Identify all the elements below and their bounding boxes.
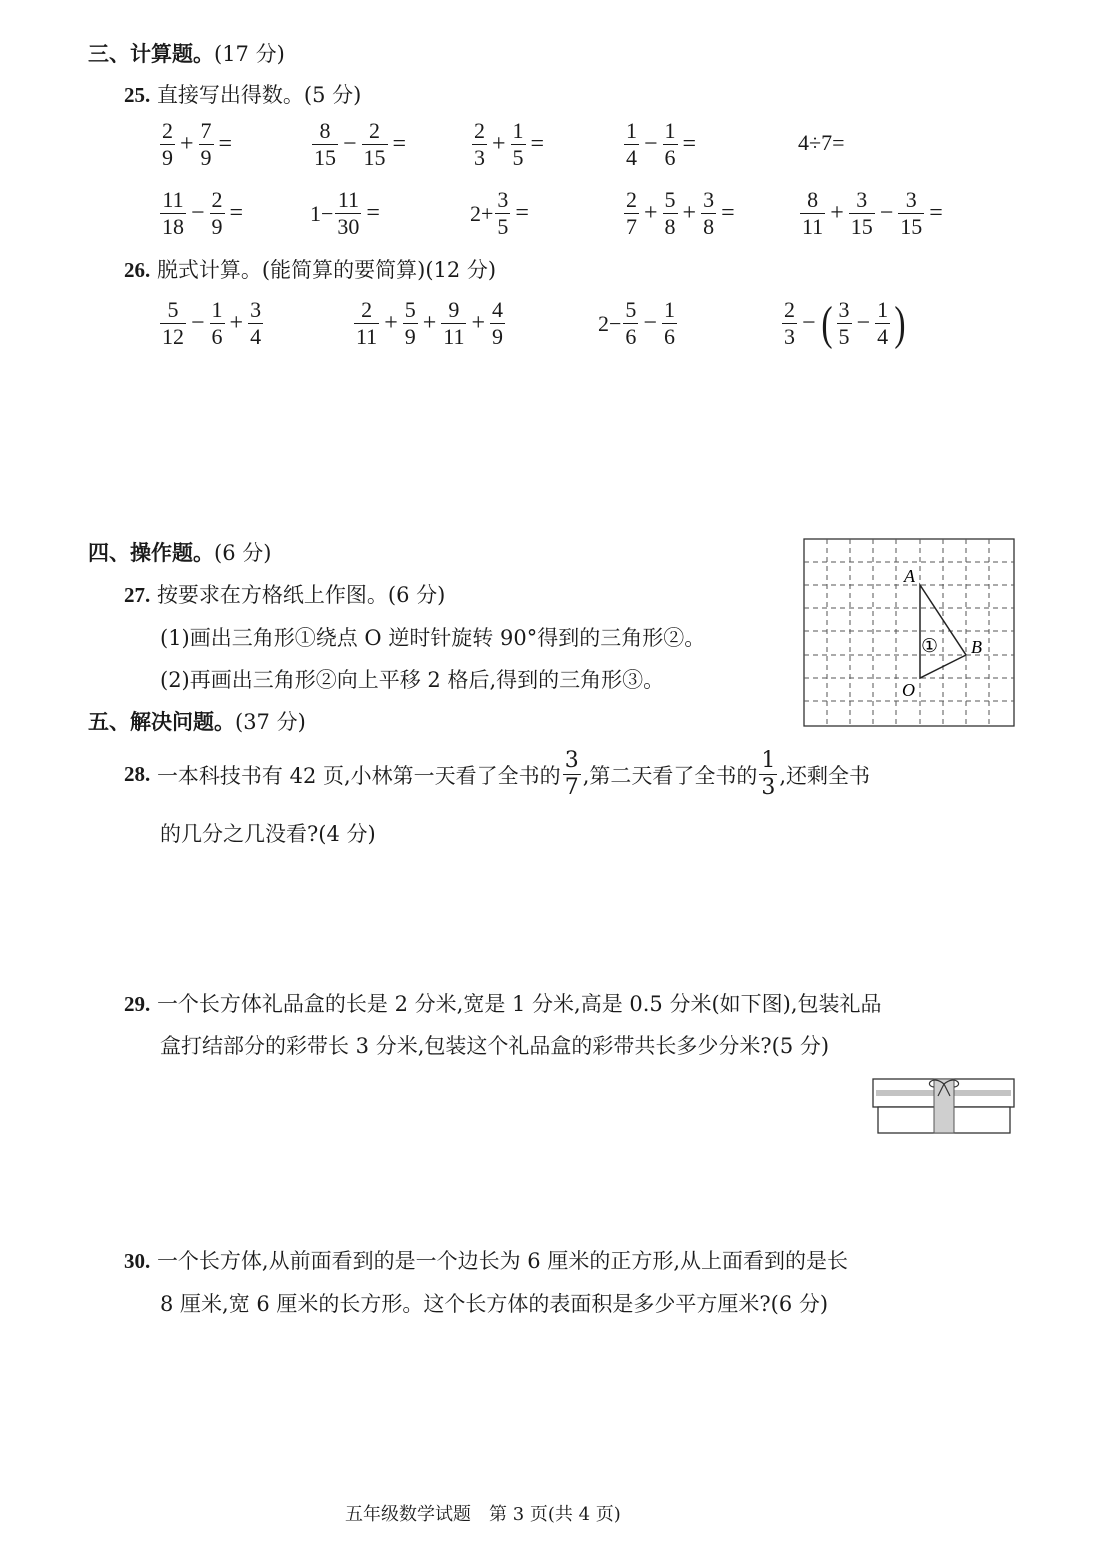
section-3-points: (17 分) (214, 42, 285, 66)
left-paren: ( (820, 296, 833, 350)
question-30-number: 30. (124, 1249, 151, 1273)
q25-expr-3 (470, 118, 547, 171)
section-5-points: (37 分) (235, 710, 306, 734)
q25-expr-10 (798, 187, 946, 240)
numerator: 3 (905, 187, 917, 212)
numerator: 2 (211, 187, 223, 212)
numerator: 2 (361, 297, 373, 322)
denominator: 6 (663, 324, 675, 349)
question-27 (124, 579, 445, 609)
numerator: 11 (337, 187, 360, 212)
denominator: 6 (211, 324, 223, 349)
q26-expr-2 (352, 297, 507, 350)
denominator: 3 (784, 324, 795, 349)
numerator: 2 (474, 118, 485, 143)
denominator: 9 (200, 145, 212, 170)
operator: + (830, 200, 844, 226)
operator: − (856, 310, 871, 336)
operator: − (644, 131, 658, 157)
gift-box-figure (872, 1072, 1017, 1136)
question-27-sub-2: (2)再画出三角形②向上平移 2 格后,得到的三角形③。 (160, 668, 665, 692)
numerator: 2 (784, 297, 795, 322)
operator: + (229, 310, 244, 336)
denominator: 5 (512, 145, 524, 170)
numerator: 1 (512, 118, 524, 143)
q25-expr-7 (310, 187, 383, 240)
question-28-text-3: ,还剩全书 (779, 763, 871, 788)
question-25 (124, 79, 361, 109)
numerator: 3 (838, 297, 850, 322)
denominator: 12 (162, 324, 184, 349)
operator: + (644, 200, 658, 226)
numerator: 1 (626, 118, 637, 143)
operator: − (343, 131, 357, 157)
section-3-title: 三、计算题。 (88, 41, 214, 66)
question-29-text-1: 一个长方体礼品盒的长是 2 分米,宽是 1 分米,高是 0.5 分米(如下图),包装礼品 (156, 992, 882, 1016)
denominator: 4 (626, 145, 637, 170)
q26-expr-4 (780, 297, 908, 350)
operator: − (802, 310, 816, 336)
expression-lead: 2+ (470, 200, 494, 226)
q25-expr-2 (310, 118, 409, 171)
numerator: 1 (211, 297, 223, 322)
question-25-text: 直接写出得数。(5 分) (156, 83, 362, 107)
section-4-points: (6 分) (214, 541, 272, 565)
denominator: 5 (497, 214, 509, 239)
operator: + (180, 131, 194, 157)
equals-sign: = (515, 200, 529, 226)
denominator: 11 (443, 324, 465, 349)
expression-lead: 1− (310, 200, 334, 226)
equals-sign: = (392, 131, 407, 157)
equals-sign: = (366, 200, 380, 226)
question-28-number: 28. (124, 762, 151, 786)
right-paren: ) (894, 296, 906, 350)
question-26-number: 26. (124, 258, 151, 282)
numerator: 5 (167, 297, 179, 322)
denominator: 8 (703, 214, 715, 239)
denominator: 9 (404, 324, 416, 349)
denominator: 9 (162, 145, 173, 170)
section-5-heading (88, 706, 306, 736)
denominator: 3 (761, 775, 776, 800)
question-27-number: 27. (124, 583, 151, 607)
denominator: 15 (850, 214, 873, 239)
denominator: 3 (474, 145, 485, 170)
denominator: 4 (877, 324, 889, 349)
numerator: 5 (404, 297, 416, 322)
numerator: 1 (663, 297, 675, 322)
question-28-line-2: 的几分之几没看?(4 分) (160, 822, 376, 846)
question-30-line-1 (124, 1245, 848, 1275)
question-26 (124, 254, 496, 284)
equals-sign: = (682, 131, 697, 157)
operator: − (191, 310, 205, 336)
ribbon-vertical (934, 1079, 954, 1133)
numerator: 2 (369, 118, 381, 143)
question-29-number: 29. (124, 992, 151, 1016)
question-29-line-1 (124, 988, 882, 1018)
numerator: 3 (250, 297, 262, 322)
denominator: 11 (356, 324, 378, 349)
equals-sign: = (218, 131, 233, 157)
numerator: 9 (448, 297, 460, 322)
denominator: 18 (162, 214, 184, 239)
point-o-label: O (902, 680, 915, 700)
question-29-line-2: 盒打结部分的彩带长 3 分米,包装这个礼品盒的彩带共长多少分米?(5 分) (160, 1034, 830, 1058)
numerator: 3 (703, 187, 715, 212)
equals-sign: = (229, 200, 244, 226)
q26-expr-1 (158, 297, 265, 350)
question-28-text-2: ,第二天看了全书的 (582, 763, 758, 788)
question-28-line-1 (124, 748, 870, 801)
numerator: 11 (162, 187, 184, 212)
numerator: 3 (564, 748, 579, 773)
operator: + (492, 131, 506, 157)
denominator: 8 (664, 214, 676, 239)
section-3-heading (88, 38, 285, 68)
operator: + (682, 200, 697, 226)
denominator: 15 (900, 214, 923, 239)
denominator: 9 (492, 324, 504, 349)
denominator: 15 (363, 145, 386, 170)
operator: + (422, 310, 437, 336)
q25-expr-6 (158, 187, 246, 240)
q25-expr-1 (158, 118, 235, 171)
q25-expr-5 (798, 130, 844, 156)
q26-expr-3 (598, 297, 679, 350)
point-b-label: B (971, 637, 982, 657)
numerator: 1 (877, 297, 889, 322)
denominator: 11 (802, 214, 824, 239)
triangle-1-label: ① (921, 635, 939, 657)
question-30-line-2: 8 厘米,宽 6 厘米的长方形。这个长方体的表面积是多少平方厘米?(6 分) (160, 1292, 829, 1316)
numerator: 3 (497, 187, 509, 212)
numerator: 8 (319, 118, 331, 143)
operator: − (879, 200, 894, 226)
q25-expr-4 (622, 118, 699, 171)
denominator: 9 (211, 214, 223, 239)
equals-sign: = (721, 200, 735, 226)
section-5-title: 五、解决问题。 (88, 709, 235, 734)
q25-expr-9 (622, 187, 738, 240)
denominator: 6 (664, 145, 676, 170)
section-4-heading (88, 537, 271, 567)
question-25-number: 25. (124, 83, 151, 107)
equals-sign: = (530, 131, 545, 157)
numerator: 1 (664, 118, 676, 143)
operator: + (384, 310, 398, 336)
question-30-text-1: 一个长方体,从前面看到的是一个边长为 6 厘米的正方形,从上面看到的是长 (156, 1249, 848, 1273)
numerator: 1 (761, 748, 776, 773)
expression-text: 4÷7= (798, 130, 845, 155)
question-26-text: 脱式计算。(能简算的要简算)(12 分) (156, 258, 497, 282)
numerator: 5 (664, 187, 676, 212)
page-footer: 五年级数学试题 第 3 页(共 4 页) (345, 1504, 621, 1525)
question-27-text: 按要求在方格纸上作图。(6 分) (156, 583, 446, 607)
numerator: 5 (625, 297, 637, 322)
denominator: 4 (250, 324, 262, 349)
denominator: 7 (564, 775, 579, 800)
numerator: 7 (200, 118, 212, 143)
denominator: 7 (626, 214, 637, 239)
operator: + (471, 310, 486, 336)
denominator: 6 (625, 324, 637, 349)
numerator: 8 (807, 187, 819, 212)
point-a-label: A (904, 566, 915, 586)
question-28-text-1: 一本科技书有 42 页,小林第一天看了全书的 (156, 763, 561, 788)
operator: − (191, 200, 205, 226)
numerator: 4 (492, 297, 504, 322)
numerator: 2 (162, 118, 173, 143)
denominator: 15 (314, 145, 336, 170)
section-4-title: 四、操作题。 (88, 540, 214, 565)
grid-paper-figure (803, 538, 1016, 728)
equals-sign: = (929, 200, 943, 226)
operator: − (643, 310, 657, 336)
q25-expr-8 (470, 187, 532, 240)
numerator: 2 (626, 187, 637, 212)
numerator: 3 (856, 187, 868, 212)
question-27-sub-1: (1)画出三角形①绕点 O 逆时针旋转 90°得到的三角形②。 (160, 626, 706, 650)
denominator: 30 (337, 214, 360, 239)
expression-lead: 2− (598, 310, 622, 336)
denominator: 5 (838, 324, 850, 349)
